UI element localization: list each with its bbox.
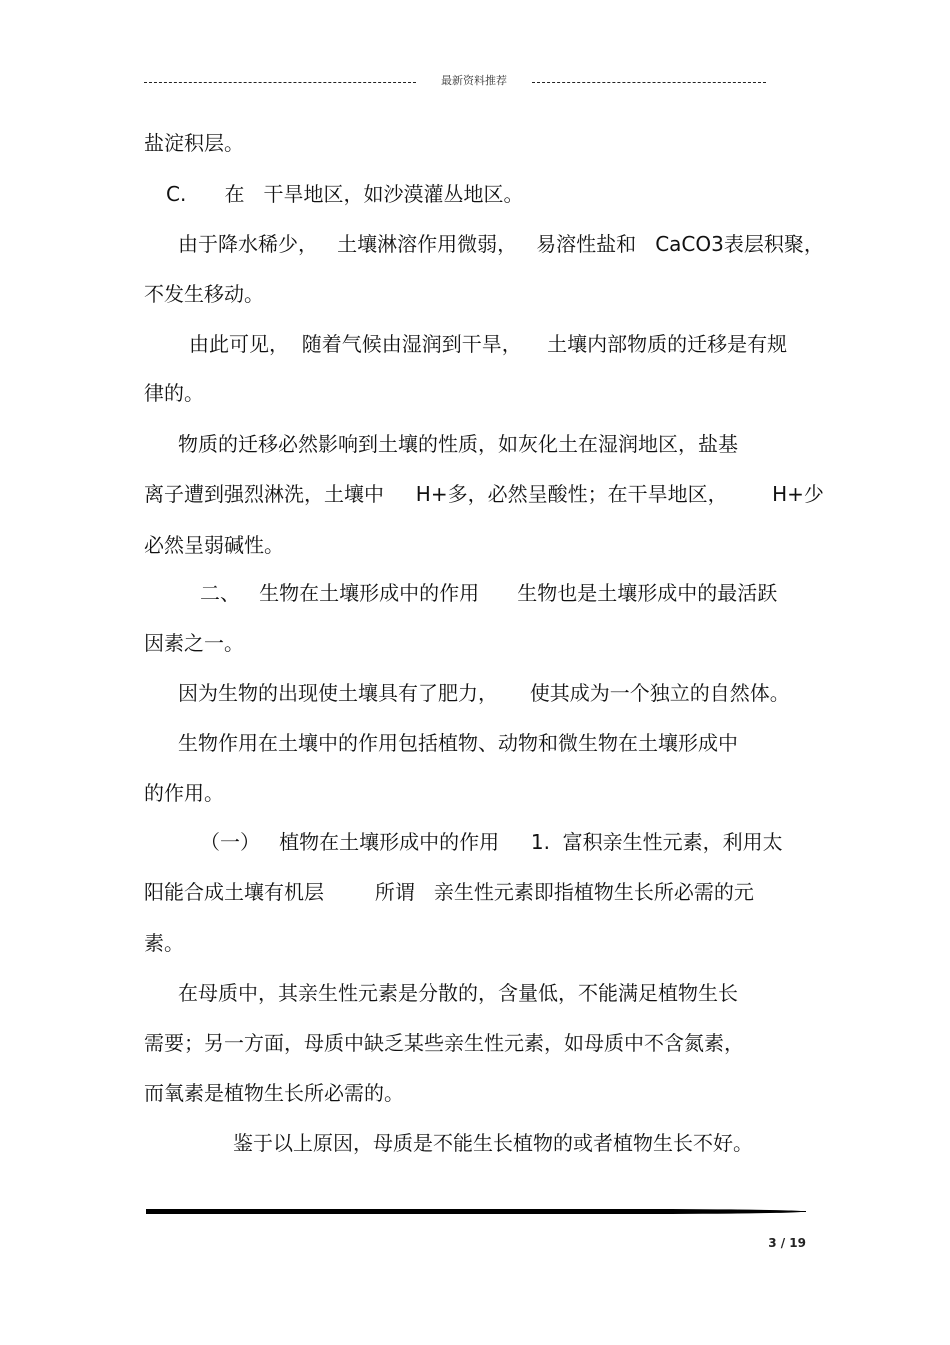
body-line: 而氧素是植物生长所必需的。 <box>144 1081 404 1105</box>
body-line: 生物作用在土壤中的作用包括植物、动物和微生物在土壤形成中 <box>178 731 738 755</box>
body-line: 在母质中，其亲生性元素是分散的，含量低，不能满足植物生长 <box>178 981 738 1005</box>
body-line: 不发生移动。 <box>144 282 264 306</box>
body-line: 需要；另一方面，母质中缺乏某些亲生性元素，如母质中不含氮素， <box>144 1031 744 1055</box>
footer-rule-thin <box>146 1211 806 1212</box>
body-line: 离子遭到强烈淋洗，土壤中 H+多，必然呈酸性；在干旱地区， H+少 <box>144 482 824 506</box>
body-line: 鉴于以上原因，母质是不能生长植物的或者植物生长不好。 <box>233 1131 753 1155</box>
body-line: 因为生物的出现使土壤具有了肥力， 使其成为一个独立的自然体。 <box>178 681 790 705</box>
body-line: 盐淀积层。 <box>144 131 244 155</box>
header-rule-right <box>532 82 766 83</box>
header-title: 最新资料推荐 <box>418 72 530 88</box>
body-line: 由于降水稀少， 土壤淋溶作用微弱， 易溶性盐和 CaCO3表层积聚， <box>178 232 824 256</box>
body-line: 因素之一。 <box>144 631 244 655</box>
header-rule-left <box>144 82 416 83</box>
body-line: 阳能合成土壤有机层 所谓 亲生性元素即指植物生长所必需的元 <box>144 880 754 904</box>
body-line: 必然呈弱碱性。 <box>144 533 284 557</box>
body-line: （一） 植物在土壤形成中的作用 1. 富积亲生性元素，利用太 <box>200 830 783 854</box>
body-line: 素。 <box>144 931 184 955</box>
body-line: 由此可见， 随着气候由湿润到干旱， 土壤内部物质的迁移是有规 <box>189 332 788 356</box>
body-line: 的作用。 <box>144 781 224 805</box>
body-line: 物质的迁移必然影响到土壤的性质，如灰化土在湿润地区，盐基 <box>178 432 738 456</box>
page-number: 3 / 19 <box>768 1236 806 1250</box>
body-line: C. 在 干旱地区，如沙漠灌丛地区。 <box>166 182 524 206</box>
body-line: 二、 生物在土壤形成中的作用 生物也是土壤形成中的最活跃 <box>200 581 778 605</box>
body-line: 律的。 <box>144 381 204 405</box>
